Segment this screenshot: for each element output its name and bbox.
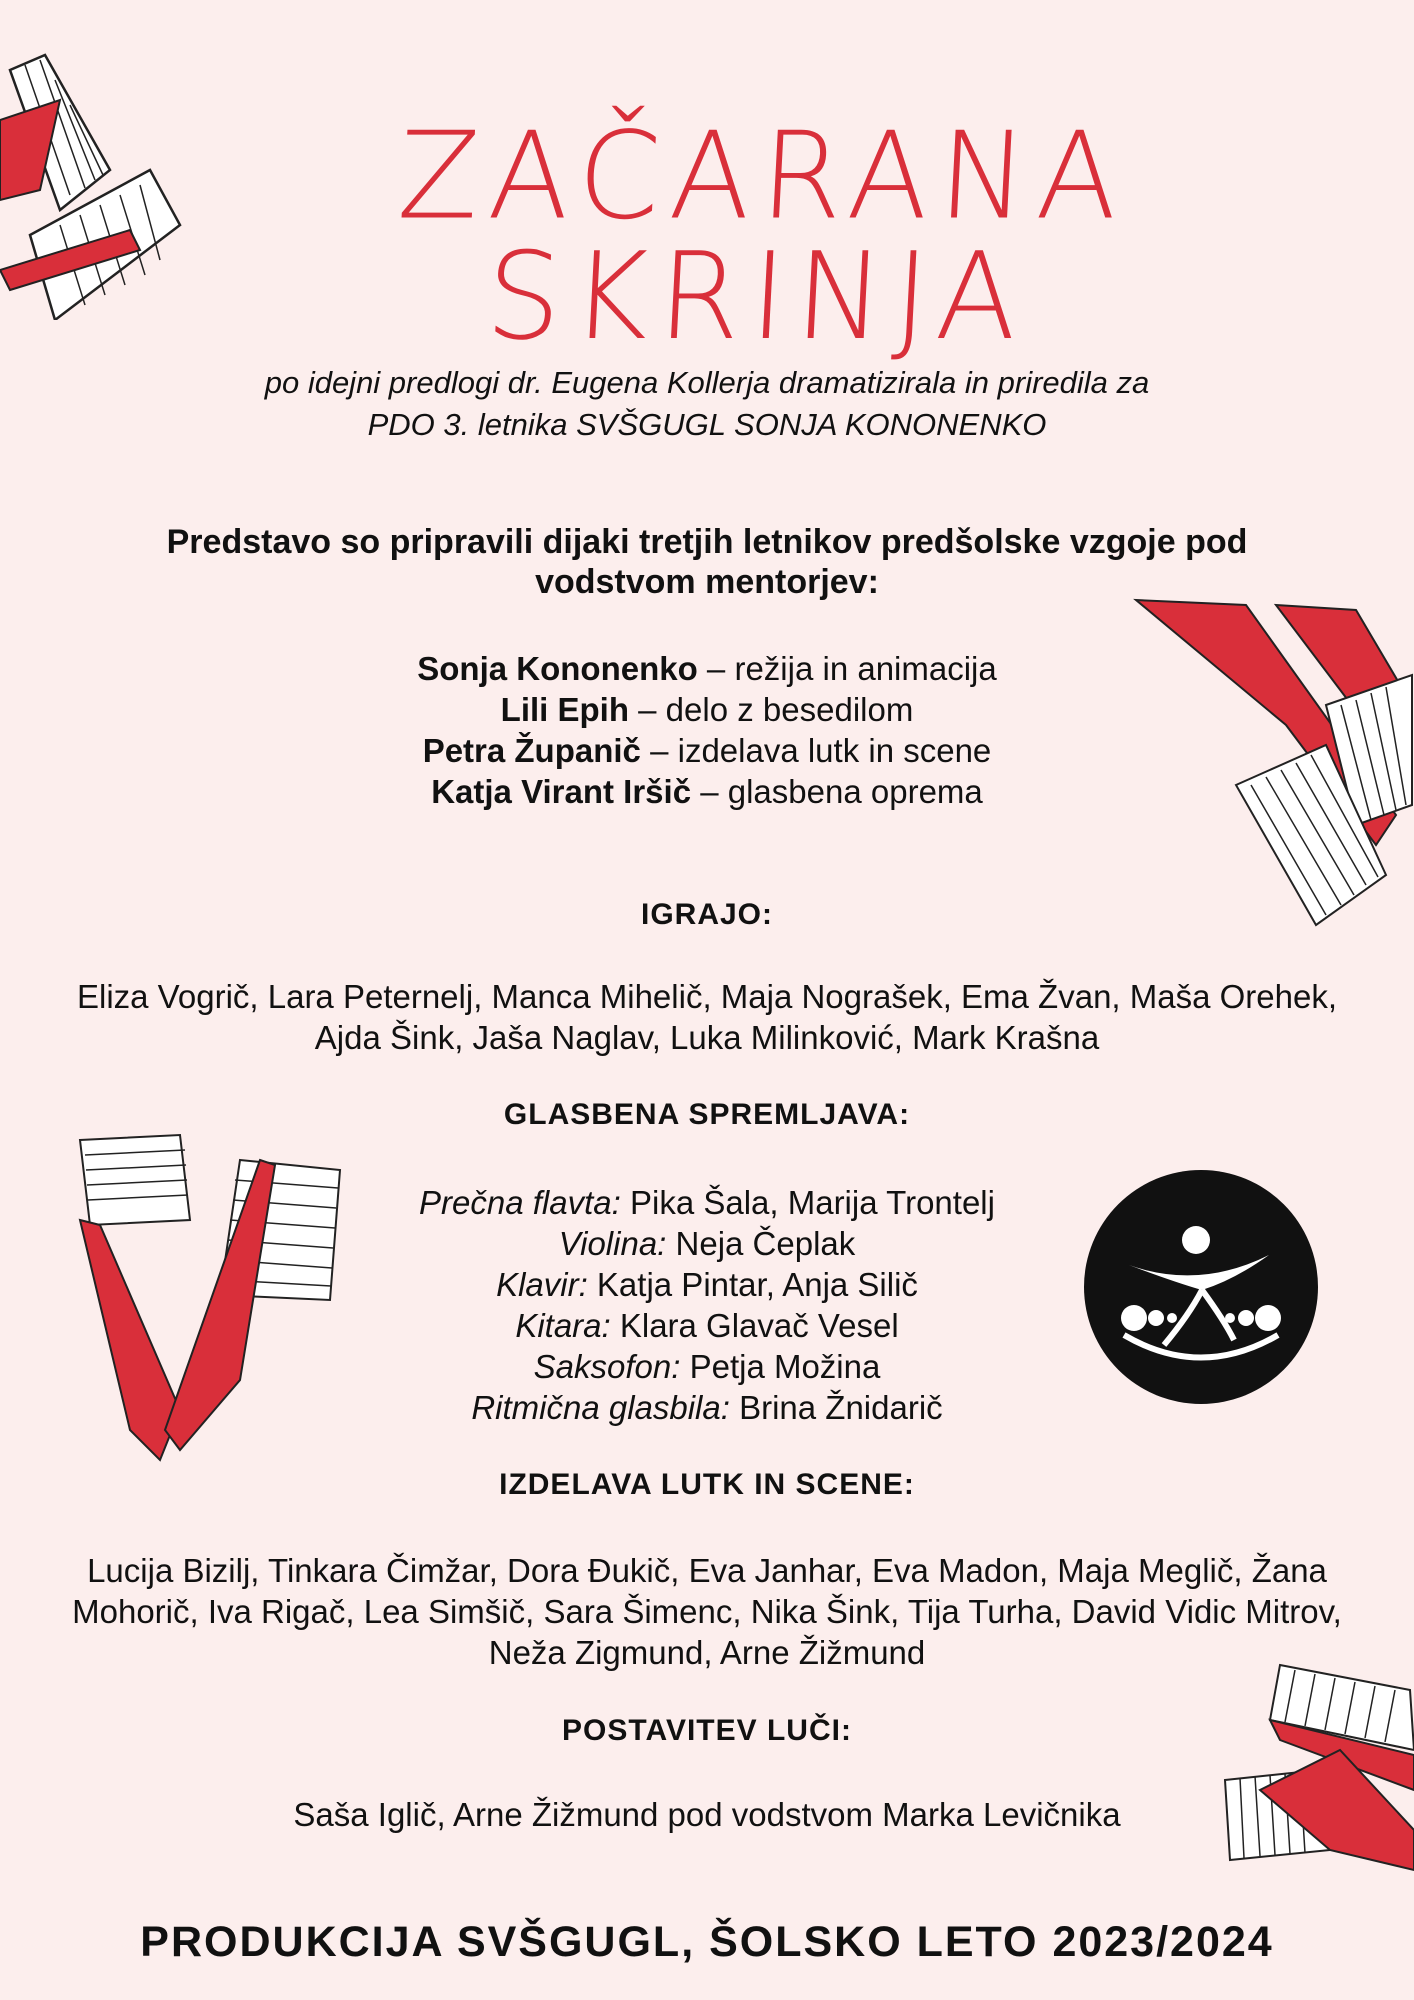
poster-title: ZAČARANA SKRINJA [394,105,1132,367]
instrument-players: Katja Pintar, Anja Silič [587,1266,918,1303]
instrument-players: Petja Možina [680,1348,881,1385]
mentor-item [300,689,1114,730]
school-logo-icon [1084,1170,1318,1404]
music-item [350,1346,1064,1387]
subtitle-line-1: po idejni predlogi dr. Eugena Kollerja dramatizirala in priredila za [264,365,1150,400]
mentor-role: – glasbena oprema [691,773,983,810]
music-list [350,1182,1064,1428]
music-item [350,1387,1064,1428]
subtitle-line-2: PDO 3. letnika SVŠGUGL SONJA KONONENKO [367,407,1047,442]
instrument-name: Ritmična glasbila: [471,1389,730,1426]
lights-heading: POSTAVITEV LUČI: [562,1714,852,1747]
mentor-name: Lili Epih [500,691,629,728]
mentor-item [300,730,1114,771]
puppets-heading: IZDELAVA LUTK IN SCENE: [499,1468,915,1501]
cast-heading: IGRAJO: [640,898,773,931]
cast-line-2: Ajda Šink, Jaša Naglav, Luka Milinković, Mark Krašna [314,1019,1100,1056]
puppets-line-2: Mohorič, Iva Rigač, Lea Simšič, Sara Šimenc, Nika Šink, Tija Turha, David Vidic Mitrov, [72,1593,1342,1630]
instrument-name: Prečna flavta: [419,1184,621,1221]
subtitle [140,362,1274,446]
mentor-name: Sonja Kononenko [417,650,698,687]
instrument-players: Pika Šala, Marija Trontelj [620,1184,995,1221]
music-item [350,1264,1064,1305]
mentor-item [300,648,1114,689]
mentor-name: Katja Virant Iršič [431,773,692,810]
cast-line-1: Eliza Vogrič, Lara Peternelj, Manca Mihelič, Maja Nograšek, Ema Žvan, Maša Orehek, [76,978,1338,1015]
intro-line-2: vodstvom mentorjev: [535,563,879,601]
intro-text [60,522,1354,602]
mentor-role: – izdelava lutk in scene [640,732,992,769]
music-heading: GLASBENA SPREMLJAVA: [503,1098,911,1131]
instrument-players: Klara Glavač Vesel [610,1307,899,1344]
instrument-players: Neja Čeplak [666,1225,856,1262]
instrument-name: Klavir: [496,1266,588,1303]
lights-line-1: Saša Iglič, Arne Žižmund pod vodstvom Marka Levičnika [293,1796,1121,1833]
instrument-name: Saksofon: [533,1348,681,1385]
cast-list [10,976,1404,1058]
mentor-role: – delo z besedilom [628,691,914,728]
mentor-role: – režija in animacija [697,650,997,687]
instrument-name: Kitara: [515,1307,611,1344]
instrument-name: Violina: [558,1225,667,1262]
scarf-illustration-bottom-right [1220,1660,1414,1880]
mentor-item [300,771,1114,812]
puppets-line-3: Neža Zigmund, Arne Žižmund [488,1634,926,1671]
scarf-illustration-right [1126,585,1414,935]
intro-line-1: Predstavo so pripravili dijaki tretjih letnikov predšolske vzgoje pod [166,523,1248,561]
music-item [350,1305,1064,1346]
scarf-illustration-left [70,1130,350,1480]
mentor-name: Petra Županič [422,732,641,769]
music-item [350,1182,1064,1223]
puppets-list [10,1550,1404,1673]
scarf-illustration-top-left [0,50,190,320]
puppets-line-1: Lucija Bizilj, Tinkara Čimžar, Dora Đukič, Eva Janhar, Eva Madon, Maja Meglič, Žana [87,1552,1327,1589]
instrument-players: Brina Žnidarič [729,1389,943,1426]
production-footer: PRODUKCIJA SVŠGUGL, ŠOLSKO LETO 2023/2024 [140,1918,1274,1966]
lights-list [10,1794,1404,1835]
music-item [350,1223,1064,1264]
mentors-list [300,648,1114,812]
